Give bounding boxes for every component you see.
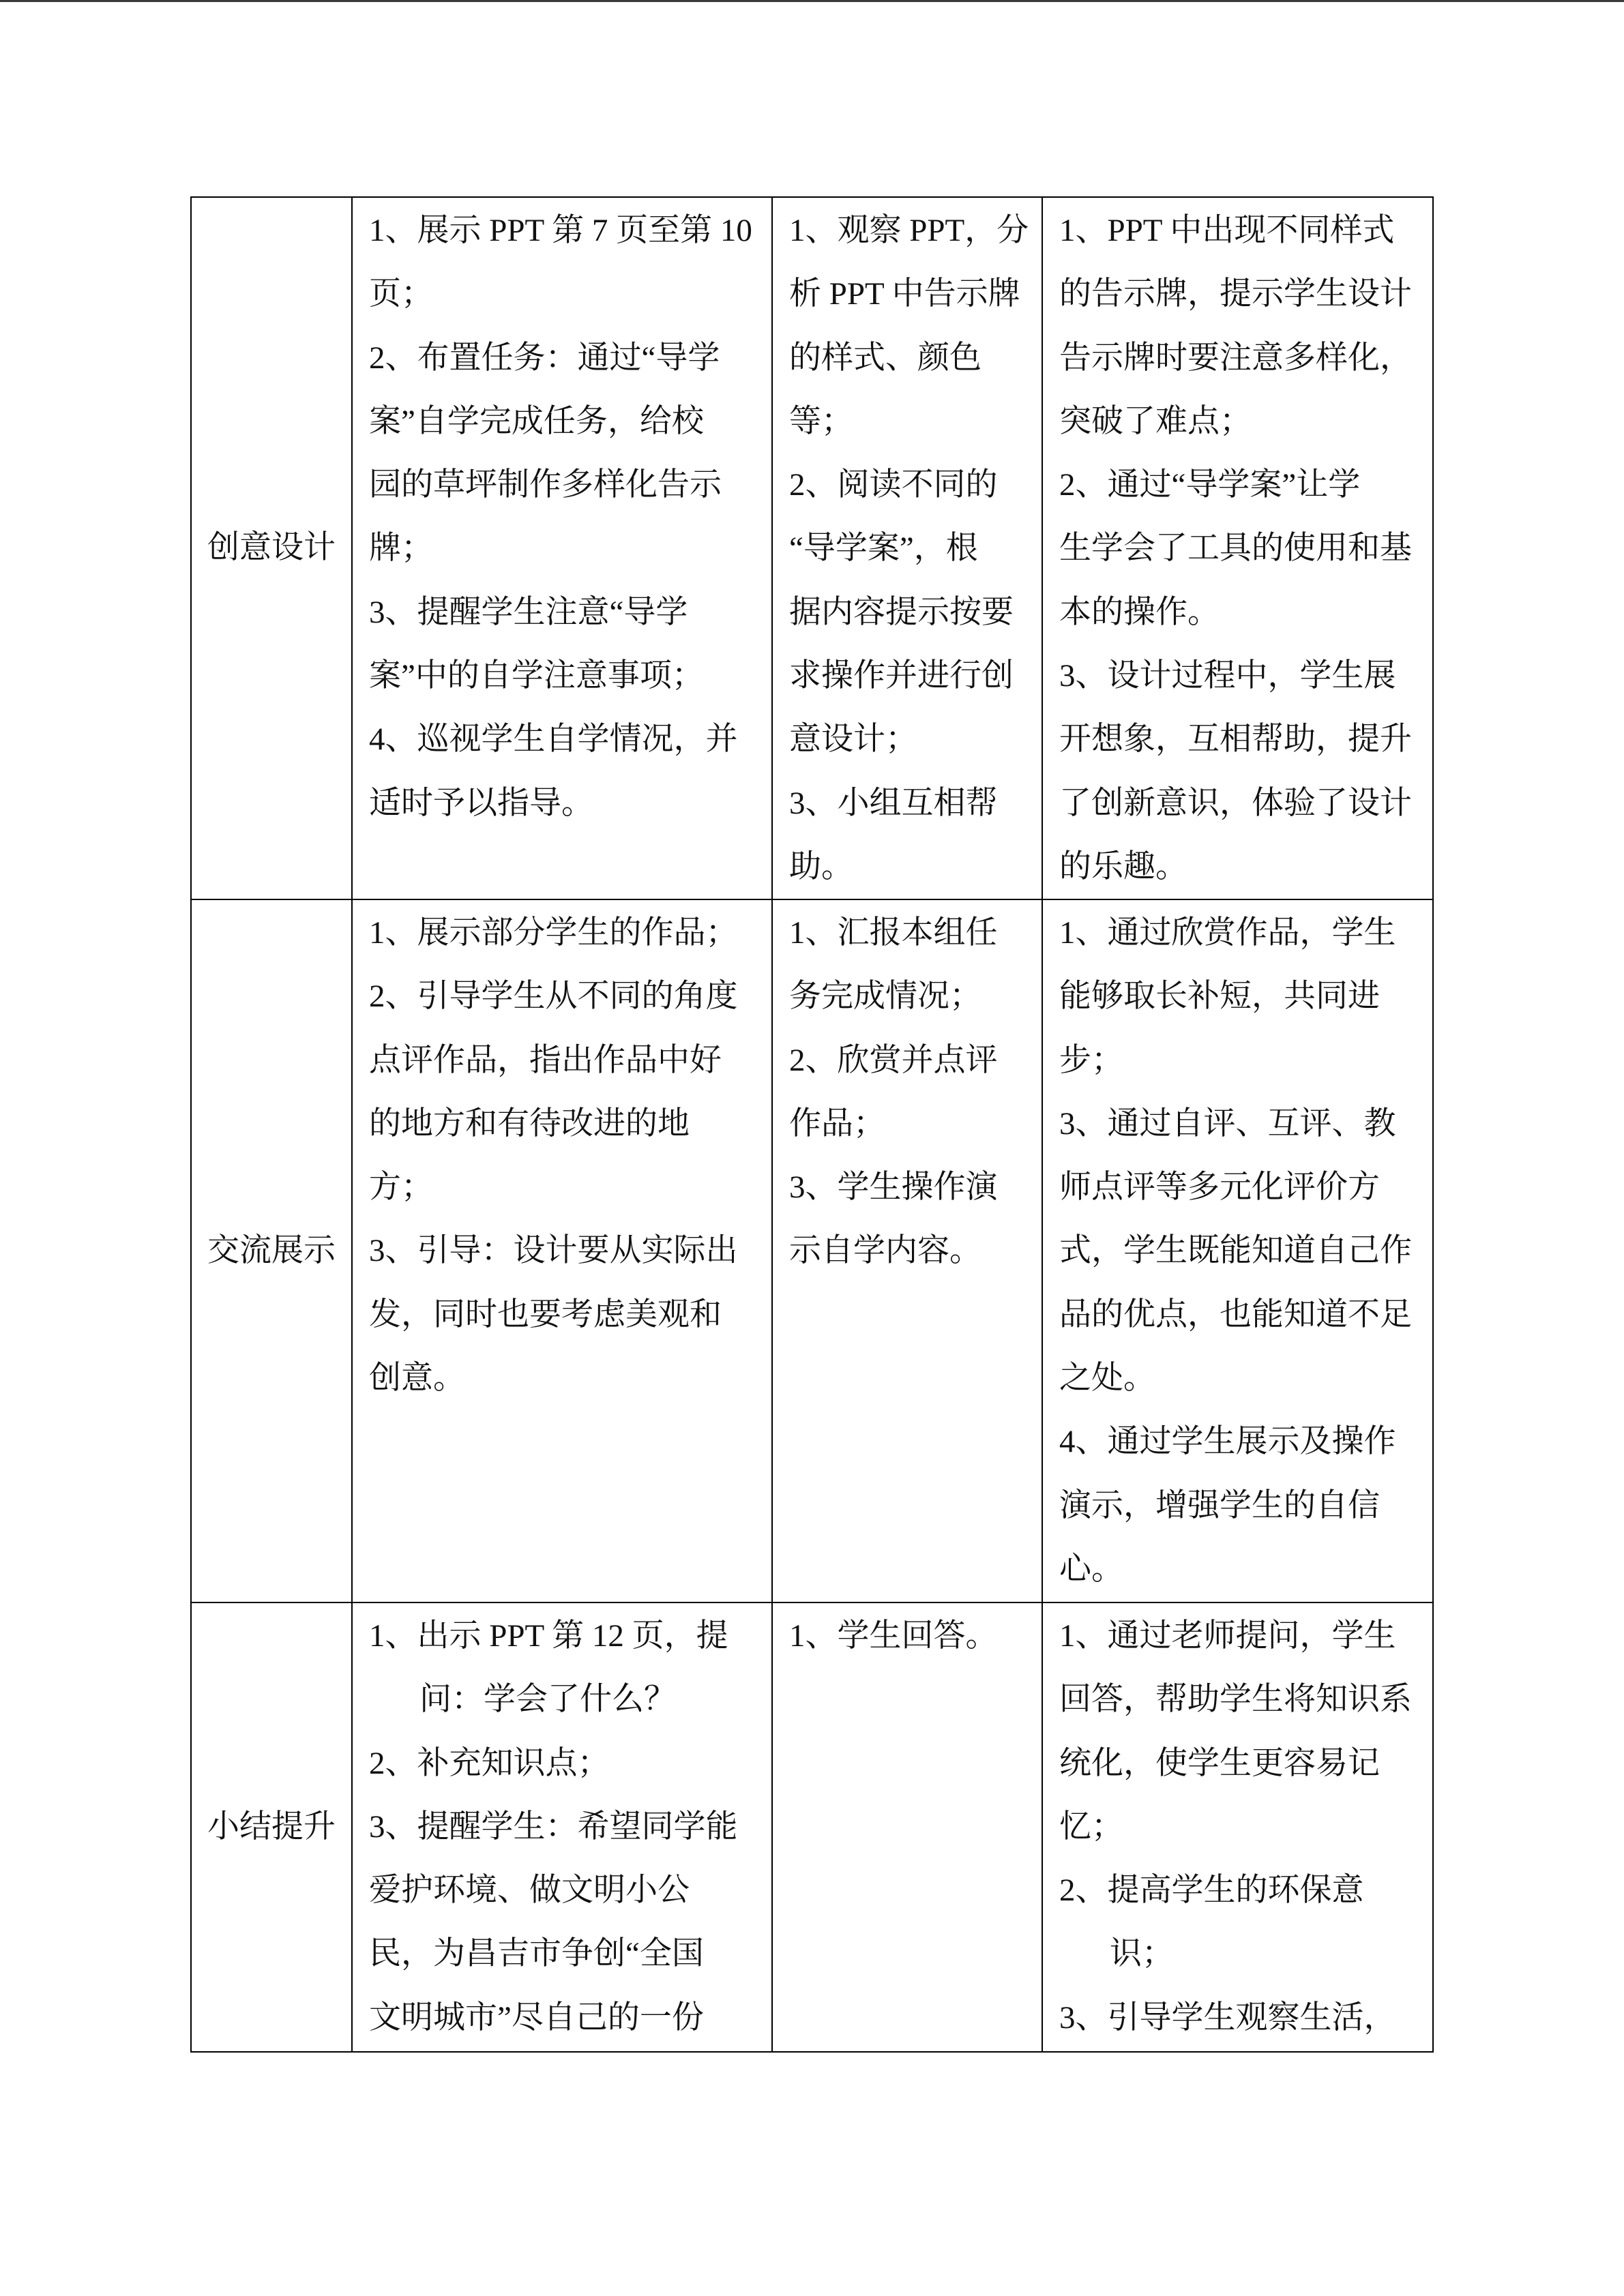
teacher-activity-line: 页； <box>369 276 433 312</box>
design-intent-line: 能够取长补短，共同进 <box>1059 979 1380 1015</box>
design-intent-cell <box>1042 1602 1432 2051</box>
teacher-activity-line: 方； <box>369 1169 433 1206</box>
student-activity-line: 析 PPT 中告示牌 <box>789 276 1020 312</box>
teacher-activity-cell <box>351 1602 771 2051</box>
scan-edge-line <box>0 0 1624 2</box>
design-intent-line: 品的优点，也能知道不足 <box>1059 1296 1412 1332</box>
teacher-activity-line: 案”自学完成任务，给校 <box>369 403 704 439</box>
design-intent-line: 告示牌时要注意多样化， <box>1059 340 1412 376</box>
design-intent-line: 统化，使学生更容易记 <box>1059 1745 1380 1781</box>
design-intent-line: 演示，增强学生的自信 <box>1059 1487 1380 1523</box>
teacher-activity-line: 3、引导：设计要从实际出 <box>369 1233 738 1269</box>
stage-label: 交流展示 <box>207 1232 336 1268</box>
student-activity-line: 的样式、颜色 <box>789 340 981 376</box>
teacher-activity-line: 2、补充知识点； <box>369 1745 610 1781</box>
student-activity-line: 等； <box>789 403 853 439</box>
student-activity-line: 3、小组互相帮 <box>789 785 998 821</box>
teacher-activity-line: 爱护环境、做文明小公 <box>369 1873 690 1909</box>
design-intent-line: 3、引导学生观察生活， <box>1059 1999 1396 2036</box>
teacher-activity-line: 文明城市”尽自己的一份 <box>369 1999 704 2036</box>
teacher-activity-line: 1、出示 PPT 第 12 页，提 <box>369 1618 728 1654</box>
design-intent-line: 步； <box>1059 1042 1123 1078</box>
teacher-activity-line: 2、布置任务：通过“导学 <box>369 340 720 376</box>
student-activity-line: 意设计； <box>789 721 917 758</box>
design-intent-line: 本的操作。 <box>1059 594 1220 630</box>
stage-label: 小结提升 <box>207 1808 336 1845</box>
teacher-activity-line: 案”中的自学注意事项； <box>369 658 704 694</box>
student-activity-cell <box>771 196 1042 899</box>
student-activity-line: 1、学生回答。 <box>789 1618 998 1654</box>
design-intent-cell <box>1042 196 1432 899</box>
design-intent-line: 突破了难点； <box>1059 403 1252 439</box>
student-activity-line: 1、观察 PPT，分 <box>789 213 1029 248</box>
stage-cell <box>190 899 351 1602</box>
teacher-activity-line: 3、提醒学生：希望同学能 <box>369 1808 738 1845</box>
student-activity-cell <box>771 899 1042 1602</box>
design-intent-line: 回答，帮助学生将知识系 <box>1059 1682 1412 1718</box>
design-intent-line: 的告示牌，提示学生设计 <box>1059 276 1412 312</box>
design-intent-line: 4、通过学生展示及操作 <box>1059 1424 1396 1460</box>
teacher-activity-line: 1、展示部分学生的作品； <box>369 915 738 951</box>
teacher-activity-line: 4、巡视学生自学情况，并 <box>369 721 738 758</box>
student-activity-line: 助。 <box>789 848 853 884</box>
design-intent-line: 1、通过欣赏作品，学生 <box>1059 915 1396 951</box>
student-activity-line: “导学案”，根 <box>789 531 978 567</box>
teacher-activity-line: 点评作品，指出作品中好 <box>369 1042 722 1078</box>
teacher-activity-line: 问：学会了什么？ <box>419 1682 676 1718</box>
design-intent-line: 了创新意识，体验了设计 <box>1059 785 1412 821</box>
teacher-activity-cell <box>351 899 771 1602</box>
design-intent-line: 1、PPT 中出现不同样式 <box>1059 213 1395 248</box>
teacher-activity-line: 园的草坪制作多样化告示 <box>369 467 722 503</box>
student-activity-line: 2、阅读不同的 <box>789 467 998 503</box>
teacher-activity-line: 发，同时也要考虑美观和 <box>369 1296 722 1332</box>
design-intent-line: 2、提高学生的环保意 <box>1059 1873 1364 1909</box>
design-intent-line: 识； <box>1110 1936 1174 1972</box>
design-intent-line: 之处。 <box>1059 1360 1155 1397</box>
teacher-activity-cell <box>351 196 771 899</box>
student-activity-line: 3、学生操作演 <box>789 1169 998 1206</box>
student-activity-line: 务完成情况； <box>789 979 981 1015</box>
student-activity-line: 示自学内容。 <box>789 1233 981 1269</box>
stage-cell <box>190 196 351 899</box>
teacher-activity-line: 创意。 <box>369 1360 465 1397</box>
design-intent-line: 开想象，互相帮助，提升 <box>1059 721 1412 758</box>
teacher-activity-line: 3、提醒学生注意“导学 <box>369 594 688 630</box>
design-intent-line: 3、通过自评、互评、教 <box>1059 1105 1396 1142</box>
design-intent-line: 师点评等多元化评价方 <box>1059 1169 1380 1206</box>
stage-label: 创意设计 <box>207 530 336 566</box>
design-intent-line: 1、通过老师提问，学生 <box>1059 1618 1396 1654</box>
student-activity-line: 2、欣赏并点评 <box>789 1042 998 1078</box>
stage-cell <box>190 1602 351 2051</box>
student-activity-cell <box>771 1602 1042 2051</box>
student-activity-line: 求操作并进行创 <box>789 658 1014 694</box>
design-intent-line: 生学会了工具的使用和基 <box>1059 531 1412 567</box>
design-intent-line: 忆； <box>1059 1808 1123 1845</box>
design-intent-line: 式，学生既能知道自己作 <box>1059 1233 1412 1269</box>
design-intent-line: 的乐趣。 <box>1059 848 1187 884</box>
design-intent-cell <box>1042 899 1432 1602</box>
design-intent-line: 2、通过“导学案”让学 <box>1059 467 1361 503</box>
teacher-activity-line: 适时予以指导。 <box>369 785 593 821</box>
teacher-activity-line: 牌； <box>369 531 433 567</box>
teacher-activity-line: 民，为昌吉市争创“全国 <box>369 1936 704 1972</box>
teacher-activity-line: 的地方和有待改进的地 <box>369 1105 690 1142</box>
design-intent-line: 3、设计过程中，学生展 <box>1059 658 1396 694</box>
student-activity-line: 1、汇报本组任 <box>789 915 998 951</box>
design-intent-line: 心。 <box>1059 1551 1123 1587</box>
lesson-plan-table <box>190 196 1434 2053</box>
teacher-activity-line: 2、引导学生从不同的角度 <box>369 979 738 1015</box>
student-activity-line: 据内容提示按要 <box>789 594 1014 630</box>
student-activity-line: 作品； <box>789 1105 885 1142</box>
teacher-activity-line: 1、展示 PPT 第 7 页至第 10 <box>369 213 752 248</box>
